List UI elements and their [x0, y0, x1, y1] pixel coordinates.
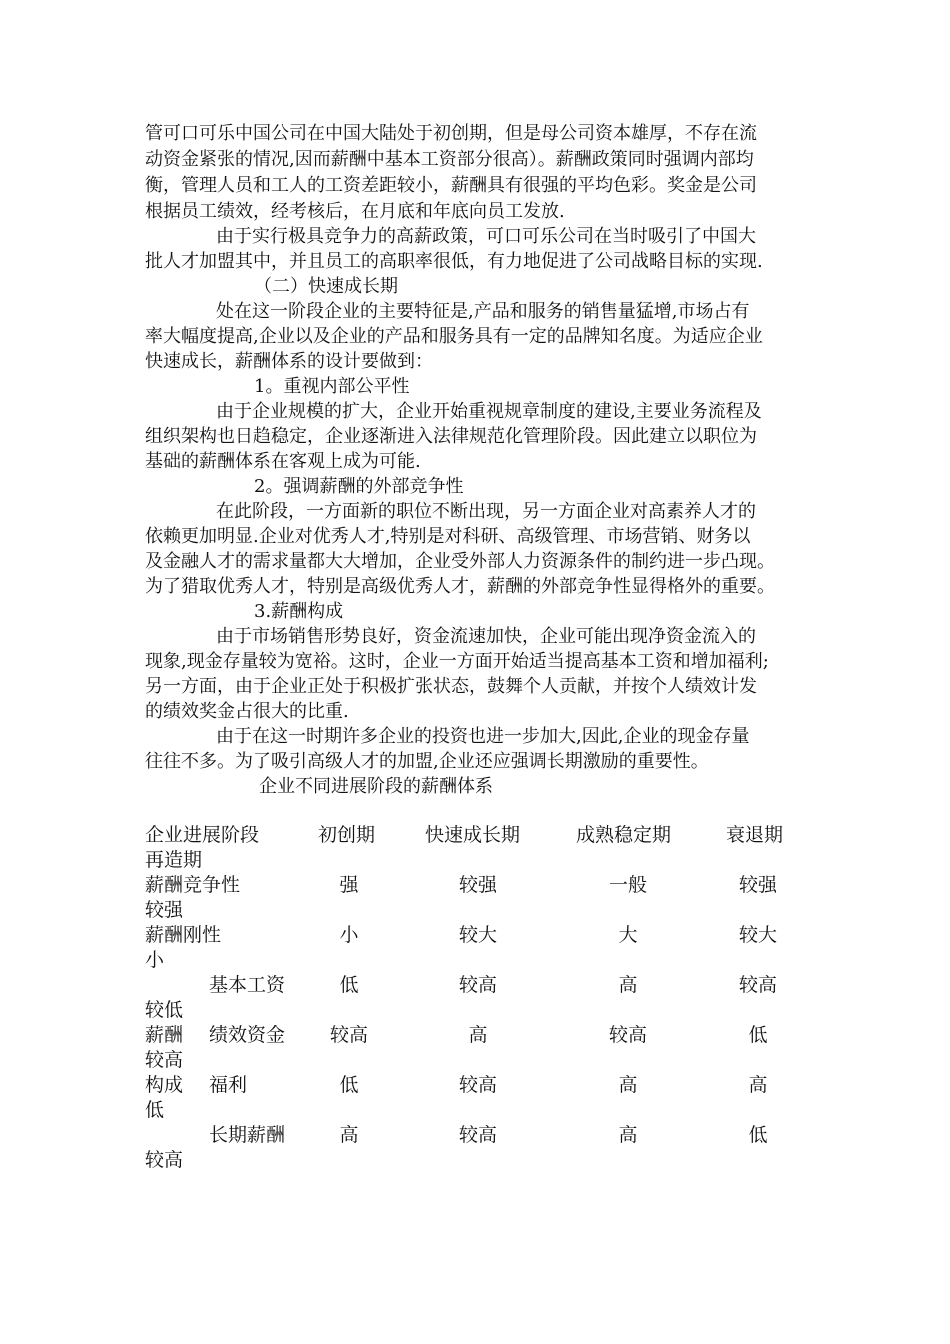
row-sublabel: 绩效资金 [209, 1024, 286, 1046]
cell-decline: 低 [748, 1024, 768, 1046]
row-sublabel: 基本工资 [209, 974, 286, 996]
text-line: 动资金紧张的情况,因而薪酬中基本工资部分很高）。薪酬政策同时强调内部均 [145, 149, 754, 170]
row-label: 构成 [145, 1074, 184, 1096]
text-line: 组织架构也日趋稳定，企业逐渐进入法律规范化管理阶段。因此建立以职位为 [145, 426, 757, 447]
row-sublabel: 福利 [209, 1074, 248, 1096]
header-mature: 成熟稳定期 [576, 824, 672, 846]
cell-decline: 较高 [738, 974, 778, 996]
subsection-heading: 2。强调薪酬的外部竞争性 [254, 476, 464, 497]
cell-startup: 小 [339, 924, 359, 946]
cell-mature: 高 [618, 1124, 638, 1146]
text-line: 及金融人才的需求量都大大增加，企业受外部人力资源条件的制约进一步凸现。 [145, 551, 775, 572]
text-line: 衡，管理人员和工人的工资差距较小，薪酬具有很强的平均色彩。奖金是公司 [145, 175, 757, 196]
text-line: 处在这一阶段企业的主要特征是,产品和服务的销售量猛增,市场占有 [216, 301, 750, 322]
text-line: 现象,现金存量较为宽裕。这时，企业一方面开始适当提高基本工资和增加福利; [145, 651, 769, 672]
text-line: 另一方面，由于企业正处于积极扩张状态，鼓舞个人贡献，并按个人绩效计发 [145, 676, 757, 697]
cell-startup: 高 [339, 1124, 359, 1146]
cell-rebuild: 较高 [145, 1149, 184, 1171]
text-line: 率大幅度提高,企业以及企业的产品和服务具有一定的品牌知名度。为适应企业 [145, 326, 763, 347]
text-line: 在此阶段，一方面新的职位不断出现，另一方面企业对高素养人才的 [216, 501, 756, 522]
text-line: 快速成长，薪酬体系的设计要做到： [145, 351, 433, 372]
cell-decline: 低 [748, 1124, 768, 1146]
cell-startup: 低 [339, 974, 359, 996]
cell-growth: 较强 [458, 874, 498, 896]
cell-rebuild: 较强 [145, 899, 184, 921]
text-line: 批人才加盟其中，并且员工的高职率很低，有力地促进了公司战略目标的实现. [145, 251, 763, 272]
header-startup: 初创期 [318, 824, 376, 846]
text-line: 管可口可乐中国公司在中国大陆处于初创期，但是母公司资本雄厚，不存在流 [145, 123, 757, 144]
text-line: 由于市场销售形势良好，资金流速加快，企业可能出现净资金流入的 [216, 626, 756, 647]
text-line: 由于在这一时期许多企业的投资也进一步加大,因此,企业的现金存量 [216, 726, 750, 747]
cell-growth: 较高 [458, 1074, 498, 1096]
cell-startup: 强 [339, 874, 359, 896]
cell-growth: 较高 [458, 974, 498, 996]
row-label: 薪酬 [145, 1024, 184, 1046]
text-line: 往往不多。为了吸引高级人才的加盟,企业还应强调长期激励的重要性。 [145, 751, 709, 772]
cell-rebuild: 低 [145, 1099, 165, 1121]
section-heading: （二）快速成长期 [254, 276, 398, 297]
cell-growth: 高 [468, 1024, 488, 1046]
text-line: 依赖更加明显.企业对优秀人才,特别是对科研、高级管理、市场营销、财务以 [145, 526, 751, 547]
text-line: 由于实行极具竞争力的高薪政策，可口可乐公司在当时吸引了中国大 [216, 226, 756, 247]
cell-rebuild: 小 [145, 949, 165, 971]
cell-decline: 较强 [738, 874, 778, 896]
header-rebuild: 再造期 [145, 849, 203, 871]
row-sublabel: 长期薪酬 [209, 1124, 286, 1146]
table-caption: 企业不同进展阶段的薪酬体系 [259, 776, 493, 797]
cell-mature: 一般 [608, 874, 648, 896]
subsection-heading: 3.薪酬构成 [254, 601, 344, 622]
cell-rebuild: 较高 [145, 1049, 184, 1071]
header-decline: 衰退期 [726, 824, 784, 846]
text-line: 的绩效奖金占很大的比重. [145, 701, 349, 722]
text-line: 由于企业规模的扩大，企业开始重视规章制度的建设,主要业务流程及 [216, 401, 762, 422]
cell-mature: 高 [618, 974, 638, 996]
subsection-heading: 1。重视内部公平性 [254, 376, 410, 397]
cell-startup: 低 [339, 1074, 359, 1096]
cell-mature: 较高 [608, 1024, 648, 1046]
cell-growth: 较大 [458, 924, 498, 946]
text-line: 为了猎取优秀人才，特别是高级优秀人才，薪酬的外部竞争性显得格外的重要。 [145, 576, 775, 597]
cell-startup: 较高 [329, 1024, 369, 1046]
text-line: 基础的薪酬体系在客观上成为可能. [145, 451, 421, 472]
cell-decline: 高 [748, 1074, 768, 1096]
header-stage: 企业进展阶段 [145, 824, 260, 846]
cell-mature: 大 [618, 924, 638, 946]
text-line: 根据员工绩效，经考核后，在月底和年底向员工发放. [145, 201, 565, 222]
row-label: 薪酬竞争性 [145, 874, 241, 896]
cell-decline: 较大 [738, 924, 778, 946]
header-growth: 快速成长期 [425, 824, 521, 846]
cell-mature: 高 [618, 1074, 638, 1096]
cell-growth: 较高 [458, 1124, 498, 1146]
row-label: 薪酬刚性 [145, 924, 222, 946]
cell-rebuild: 较低 [145, 999, 184, 1021]
